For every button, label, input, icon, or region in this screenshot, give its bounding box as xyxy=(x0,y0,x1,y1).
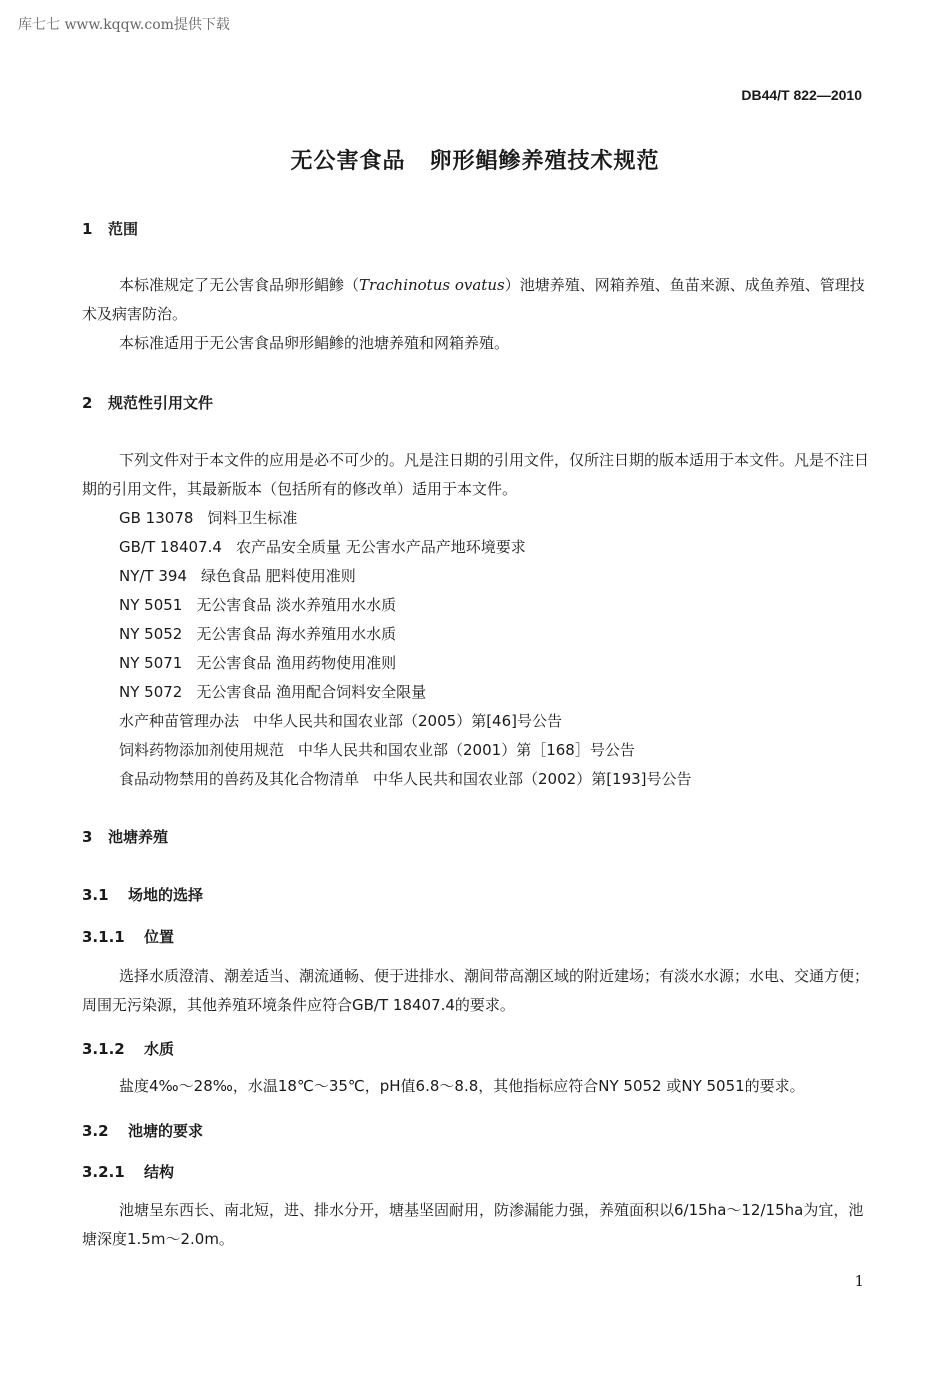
reference-title: 无公害食品 渔用药物使用准则 xyxy=(196,654,397,672)
section-number: 3 xyxy=(82,828,93,846)
section-number: 2 xyxy=(82,394,93,412)
section-number: 3.1.2 xyxy=(82,1040,125,1058)
reference-title: 中华人民共和国农业部（2005）第[46]号公告 xyxy=(253,712,562,730)
watermark-text: 库七七 www.kqqw.com提供下载 xyxy=(18,17,230,33)
reference-title: 农产品安全质量 无公害水产品产地环境要求 xyxy=(235,538,526,556)
paragraph xyxy=(82,1072,872,1101)
reference-title: 无公害食品 淡水养殖用水水质 xyxy=(196,596,397,614)
reference-title: 中华人民共和国农业部（2002）第[193]号公告 xyxy=(373,770,692,788)
section-title: 范围 xyxy=(108,220,139,238)
title-part1: 无公害食品 xyxy=(290,149,406,174)
paragraph-text: 选择水质澄清、潮差适当、潮流通畅、便于进排水、潮间带高潮区域的附近建场；有淡水水源；水电、交通方便；周围无污染源，其他养殖环境条件应符合GB/T 18407.4的要求。 xyxy=(82,967,870,1014)
paragraph xyxy=(82,962,872,1020)
paragraph-text: 本标准规定了无公害食品卵形鲳鲹（ xyxy=(119,276,360,294)
section-number: 3.2.1 xyxy=(82,1163,125,1181)
reference-code: 食品动物禁用的兽药及其化合物清单 xyxy=(119,770,360,788)
standard-number: DB44/T 822—2010 xyxy=(741,87,862,103)
section-number: 3.1.1 xyxy=(82,928,125,946)
reference-item xyxy=(119,507,297,528)
section-title: 位置 xyxy=(144,928,175,946)
reference-item xyxy=(119,768,692,789)
reference-code: GB/T 18407.4 xyxy=(119,538,222,556)
latin-name: Trachinotus ovatus xyxy=(359,276,505,294)
paragraph-text: 下列文件对于本文件的应用是必不可少的。凡是注日期的引用文件，仅所注日期的版本适用于本文件。凡是不注日期的引用文件，其最新版本（包括所有的修改单）适用于本文件。 xyxy=(82,451,870,498)
reference-item xyxy=(119,681,426,702)
reference-code: 饲料药物添加剂使用规范 xyxy=(119,741,285,759)
paragraph xyxy=(82,446,872,504)
reference-title: 绿色食品 肥料使用准则 xyxy=(201,567,356,585)
reference-item xyxy=(119,594,396,615)
section-title: 结构 xyxy=(144,1163,175,1181)
paragraph xyxy=(82,329,872,358)
paragraph-text: ）池塘养殖、网箱养殖、鱼苗来源、成鱼养殖、管理技术及病害防治。 xyxy=(82,276,865,323)
section-3-1-heading xyxy=(82,884,203,905)
section-3-1-2-heading xyxy=(82,1038,174,1059)
reference-item xyxy=(119,536,526,557)
paragraph xyxy=(82,271,872,329)
section-title: 场地的选择 xyxy=(128,886,204,904)
reference-item xyxy=(119,623,396,644)
reference-code: NY 5071 xyxy=(119,654,183,672)
reference-title: 无公害食品 海水养殖用水水质 xyxy=(196,625,397,643)
paragraph xyxy=(82,1196,872,1254)
section-number: 3.2 xyxy=(82,1122,109,1140)
reference-code: NY/T 394 xyxy=(119,567,187,585)
reference-code: NY 5051 xyxy=(119,596,183,614)
section-title: 池塘养殖 xyxy=(108,828,169,846)
reference-item xyxy=(119,710,562,731)
page-title xyxy=(0,144,950,175)
title-part2: 卵形鲳鲹养殖技术规范 xyxy=(429,149,660,174)
section-3-heading xyxy=(82,826,168,847)
reference-item xyxy=(119,652,396,673)
reference-code: GB 13078 xyxy=(119,509,194,527)
reference-title: 无公害食品 渔用配合饲料安全限量 xyxy=(196,683,427,701)
section-title: 水质 xyxy=(144,1040,175,1058)
reference-code: 水产种苗管理办法 xyxy=(119,712,240,730)
page-number: 1 xyxy=(854,1272,864,1290)
paragraph-text: 本标准适用于无公害食品卵形鲳鲹的池塘养殖和网箱养殖。 xyxy=(119,334,510,352)
reference-title: 中华人民共和国农业部（2001）第［168］号公告 xyxy=(298,741,635,759)
reference-code: NY 5072 xyxy=(119,683,183,701)
section-title: 规范性引用文件 xyxy=(108,394,214,412)
paragraph-text: 池塘呈东西长、南北短，进、排水分开，塘基坚固耐用，防渗漏能力强，养殖面积以6/15ha～12/15ha为宜，池塘深度1.5m～2.0m。 xyxy=(82,1201,864,1248)
reference-code: NY 5052 xyxy=(119,625,183,643)
section-3-1-1-heading xyxy=(82,926,174,947)
paragraph-text: 盐度4‰～28‰，水温18℃～35℃，pH值6.8～8.8，其他指标应符合NY 5052 或NY 5051的要求。 xyxy=(119,1077,805,1095)
reference-title: 饲料卫生标准 xyxy=(207,509,298,527)
section-number: 3.1 xyxy=(82,886,109,904)
section-2-heading xyxy=(82,392,213,413)
section-3-2-1-heading xyxy=(82,1161,174,1182)
section-title: 池塘的要求 xyxy=(128,1122,204,1140)
reference-item xyxy=(119,565,356,586)
section-1-heading xyxy=(82,218,138,239)
section-number: 1 xyxy=(82,220,93,238)
reference-item xyxy=(119,739,635,760)
section-3-2-heading xyxy=(82,1120,203,1141)
